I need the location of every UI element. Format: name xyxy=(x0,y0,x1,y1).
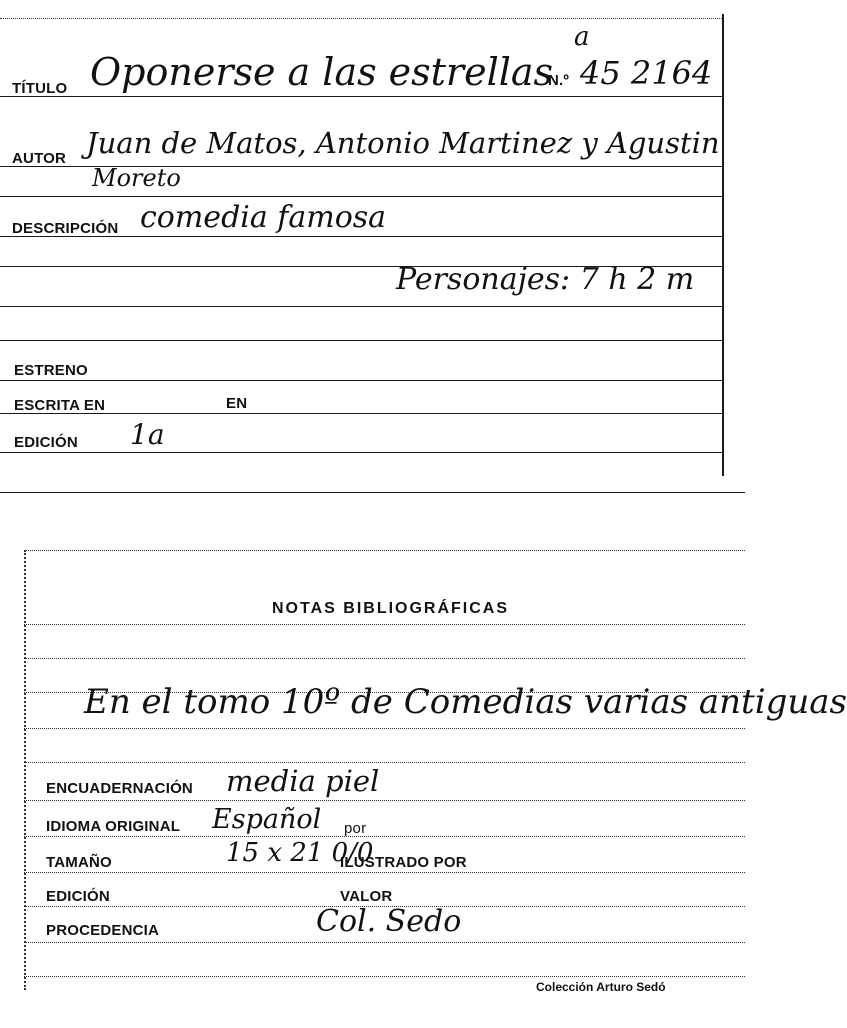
rule-line xyxy=(24,800,745,801)
titulo-label: TÍTULO xyxy=(12,80,68,97)
left-border xyxy=(24,550,26,990)
rule-line xyxy=(0,413,722,414)
descripcion-label: DESCRIPCIÓN xyxy=(12,220,119,237)
descripcion-value: comedia famosa xyxy=(140,200,387,235)
footer-collection: Colección Arturo Sedó xyxy=(536,980,666,994)
tamano-label: TAMAÑO xyxy=(46,854,112,871)
numero-superscript: a xyxy=(574,22,590,52)
note-value: En el tomo 10º de Comedias varias antiguas xyxy=(84,682,847,722)
rule-line xyxy=(24,728,745,729)
numero-value: 45 2164 xyxy=(580,54,713,92)
en-label: EN xyxy=(226,395,248,412)
rule-line xyxy=(0,306,722,307)
top-border xyxy=(0,18,722,19)
encuadernacion-label: ENCUADERNACIÓN xyxy=(46,780,193,797)
rule-line xyxy=(24,976,745,977)
catalog-card-bottom xyxy=(0,540,847,1028)
autor-value-line1: Juan de Matos, Antonio Martinez y Agustin xyxy=(86,126,720,160)
catalog-card-top xyxy=(0,0,759,500)
ilustrado-label: ILUSTRADO POR xyxy=(340,854,467,871)
edicion-label: EDICIÓN xyxy=(14,434,78,451)
por-label: por xyxy=(344,820,367,837)
estreno-label: ESTRENO xyxy=(14,362,88,379)
procedencia-value: Col. Sedo xyxy=(316,904,462,939)
rule-line xyxy=(24,624,745,625)
rule-line xyxy=(24,762,745,763)
rule-line xyxy=(24,836,745,837)
edicion-label: EDICIÓN xyxy=(46,888,110,905)
bottom-edge xyxy=(0,492,745,493)
rule-line xyxy=(0,380,722,381)
notas-heading: NOTAS BIBLIOGRÁFICAS xyxy=(272,600,510,617)
tamano-value: 15 x 21 0/0 xyxy=(226,838,374,868)
numero-label: N.º xyxy=(548,72,570,89)
rule-line xyxy=(24,872,745,873)
rule-line xyxy=(0,452,722,453)
escrita-label: ESCRITA EN xyxy=(14,397,106,414)
procedencia-label: PROCEDENCIA xyxy=(46,922,160,939)
edicion-value: 1a xyxy=(130,418,165,451)
right-border xyxy=(722,14,724,476)
encuadernacion-value: media piel xyxy=(226,764,380,798)
titulo-value: Oponerse a las estrellas xyxy=(90,50,554,94)
rule-line xyxy=(0,340,722,341)
personajes-value: Personajes: 7 h 2 m xyxy=(396,262,695,297)
top-border xyxy=(24,550,745,551)
rule-line xyxy=(0,96,722,97)
autor-label: AUTOR xyxy=(12,150,67,167)
autor-value-line2: Moreto xyxy=(92,164,181,192)
valor-label: VALOR xyxy=(340,888,393,905)
rule-line xyxy=(24,942,745,943)
rule-line xyxy=(24,658,745,659)
idioma-value: Español xyxy=(212,804,322,835)
rule-line xyxy=(0,196,722,197)
idioma-label: IDIOMA ORIGINAL xyxy=(46,818,181,835)
